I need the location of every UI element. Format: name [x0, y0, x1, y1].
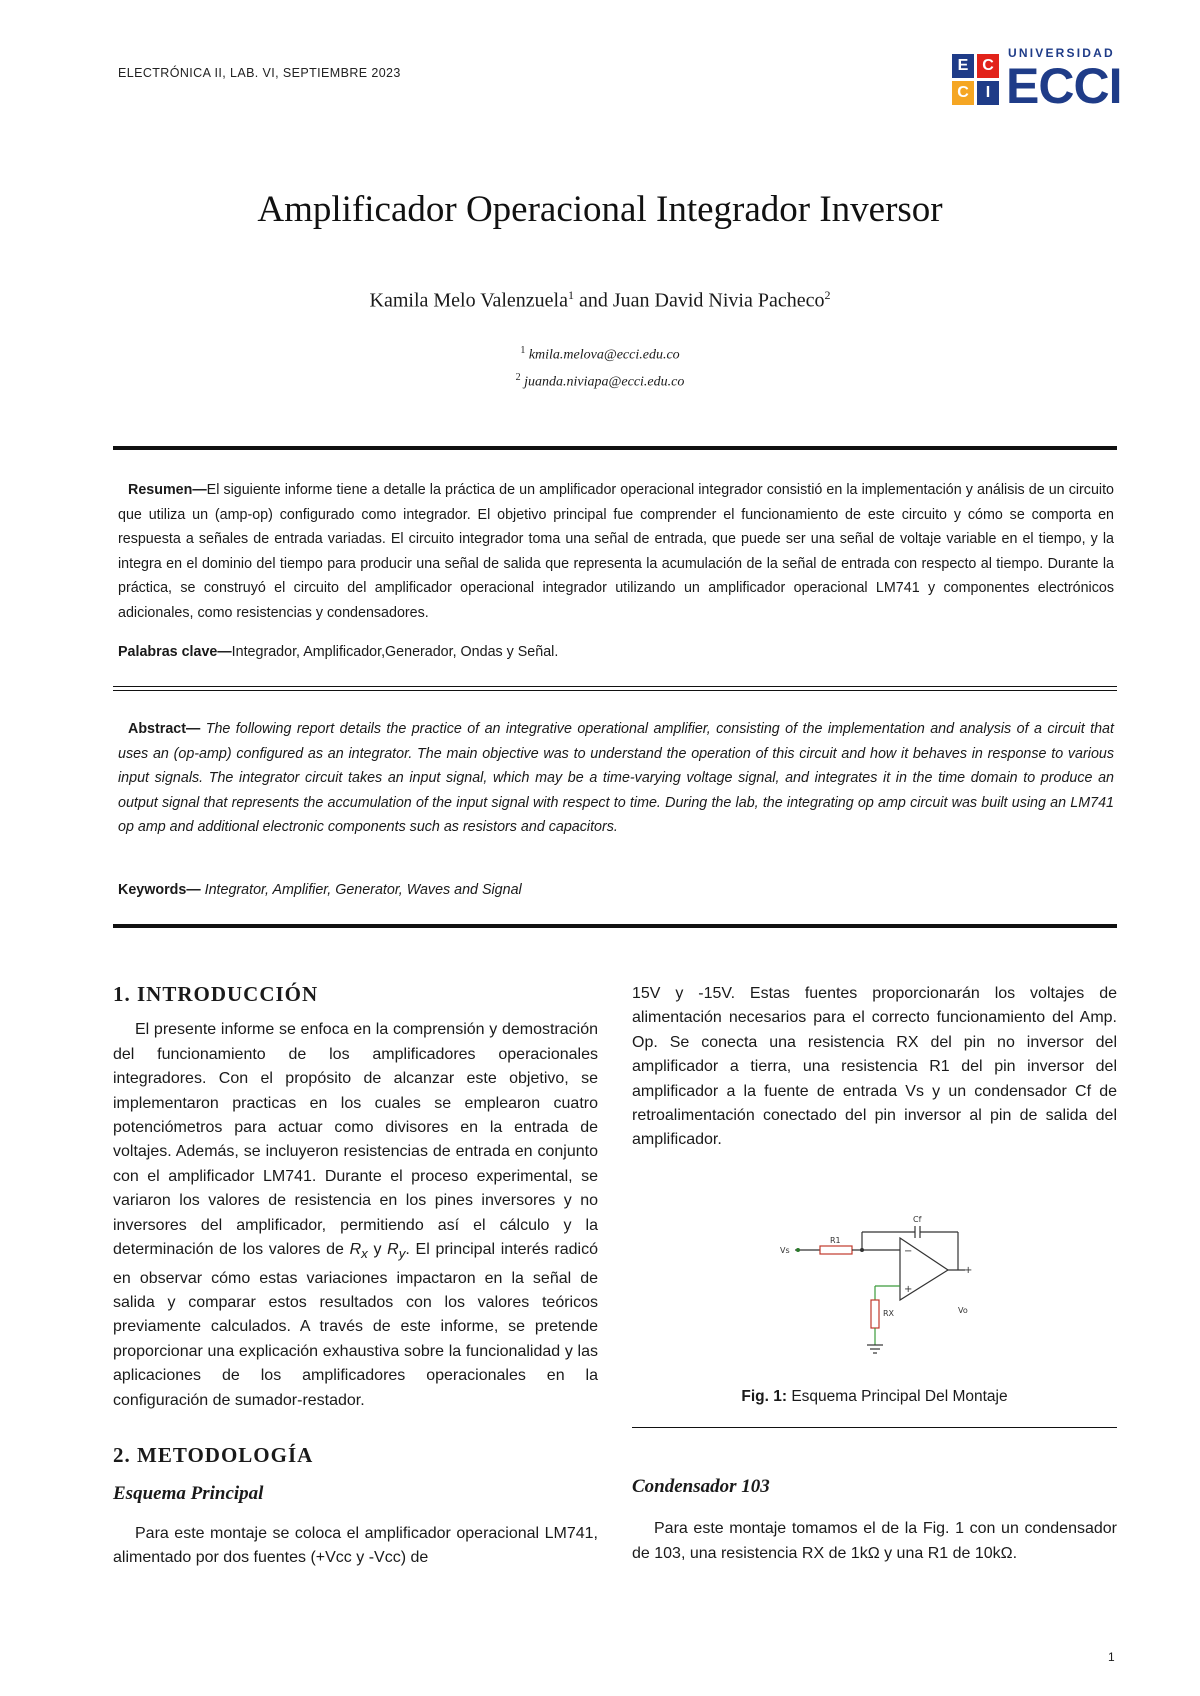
email-2: juanda.niviapa@ecci.edu.co [524, 374, 685, 390]
label-minus: − [904, 1246, 913, 1257]
mid-rule [113, 686, 1117, 687]
authors-separator: and [573, 289, 613, 312]
logo-cell-i: I [977, 81, 999, 105]
metodologia-paragraph: Para este montaje se coloca el amplificador operacional LM741, alimentado por dos fuentes (+Vcc y -Vcc) de [113, 1524, 598, 1567]
label-rx: RX [883, 1309, 895, 1318]
intro-text-a: El presente informe se enfoca en la comprensión y demostración del funcionamiento de los amplificadores operacionales integradores. Con el propósito de alcanzar este objetivo, se implementaron practicas en los cuales se emplearon cuatro potenciómetros para actuar como divisores en la entrada de voltajes. Además, se incluyeron resistencias de entrada en conjunto con el amplificador LM741. Durante el proceso experimental, se variaron los valores de resistencia en los pines inversores y no inversores del amplificador, permitiendo así el cálculo y la determinación de los valores de [113, 1021, 598, 1259]
figure-label: Fig. 1: [741, 1388, 788, 1405]
bottom-rule [113, 924, 1117, 928]
author-2-sup: 2 [824, 288, 831, 302]
running-head: ELECTRÓNICA II, LAB. VI, SEPTIEMBRE 2023 [118, 66, 401, 80]
intro-heading: 1. INTRODUCCIÓN [113, 982, 319, 1006]
condensador-subheading: Condensador 103 [632, 1476, 770, 1497]
metodologia-heading: 2. METODOLOGÍA [113, 1443, 314, 1468]
right-continued-paragraph: 15V y -15V. Estas fuentes proporcionarán los voltajes de alimentación necesarios para el correcto funcionamiento del Amp. Op. Se conecta una resistencia RX del pin no inversor del amplificador a tierra, una resistencia R1 del pin inversor del amplificador a la fuente de entrada Vs y un condensador Cf de retroalimentación conectado del pin inversor al pin de salida del amplificador. [632, 985, 1117, 1149]
keywords-text: Integrator, Amplifier, Generator, Waves and Signal [204, 882, 522, 898]
keywords [118, 878, 1114, 903]
intro-text-b: . El principal interés radicó en observar cómo estas variaciones impactaron en la señal de salida y comparar estos resultados con los valores teóricos previamente calculados. A través de este informe, se pretende proporcionar una explicación exhaustiva sobre la funcionalidad y las aplicaciones de los amplificadores operacionales en la configuración de sumador-restador. [113, 1241, 599, 1409]
paper-title: Amplificador Operacional Integrador Inversor [257, 189, 943, 230]
logo-wordmark: ECCI [1006, 58, 1122, 114]
right-column-lower [632, 1475, 1117, 1566]
figure-caption [632, 1388, 1117, 1406]
label-r1: R1 [830, 1236, 841, 1245]
label-plus: + [904, 1284, 913, 1295]
palabras-clave [118, 640, 1114, 665]
abstract-text: The following report details the practice of an integrative operational amplifier, consisting of the implementation and analysis of a circuit that uses an (op-amp) configured as an integrator. The main objective was to understand the operation of this circuit and how it behaves in response to various input signals. The integrator circuit takes an input signal, which may be a time-varying voltage signal, and integrates it in the time domain to produce an output signal that represents the accumulation of the input signal with respect to time. During the lab, the integrating op amp circuit was built using an LM741 op amp and additional electronic components such as resistors and capacitors. [118, 721, 1114, 835]
node-inv [860, 1248, 864, 1252]
label-out-plus: + [964, 1265, 973, 1276]
email-1: kmila.melova@ecci.edu.co [528, 347, 680, 363]
figure-caption-text: Esquema Principal Del Montaje [791, 1388, 1008, 1405]
logo-cell-c1: C [977, 54, 999, 78]
node-vs [796, 1248, 800, 1252]
resumen-block [118, 478, 1114, 625]
email-2-sup: 2 [515, 371, 521, 383]
palabras-clave-text: Integrador, Amplificador,Generador, Ondas y Señal. [231, 644, 559, 660]
abstract-label: Abstract— [128, 721, 201, 737]
keywords-label: Keywords— [118, 882, 201, 898]
ry-subscript: y [398, 1246, 406, 1262]
resumen-text: El siguiente informe tiene a detalle la práctica de un amplificador operacional integrador consistió en la implementación y análisis de un circuito que utiliza un (amp-op) configurado como integrador. El objetivo principal fue comprender el funcionamiento de este circuito y cómo se comporta en respuesta a señales de entrada variadas. El circuito integrador toma una señal de entrada, que puede ser una señal de voltaje variable en el tiempo, y la integra en el dominio del tiempo para producir una señal de salida que representa la acumulación de la señal de entrada con respecto al tiempo. Durante la práctica, se construyó el circuito del amplificador operacional integrador utilizando un amplificador operacional LM741 y componentes electrónicos adicionales, como resistencias y condensadores. [118, 482, 1114, 621]
abstract-block [118, 717, 1114, 840]
figure-rule [632, 1427, 1117, 1428]
top-rule [113, 446, 1117, 450]
authors-line [0, 288, 1200, 313]
intro-paragraph [113, 1018, 598, 1413]
right-column [632, 982, 1117, 1153]
resumen-label: Resumen— [128, 482, 207, 498]
author-emails [0, 340, 1200, 393]
university-logo [952, 44, 1124, 114]
esquema-subheading: Esquema Principal [113, 1482, 264, 1504]
ry-symbol: R [387, 1241, 399, 1259]
logo-grid [952, 54, 1002, 108]
author-1-sup: 1 [567, 288, 574, 302]
circuit-diagram [780, 1200, 980, 1370]
rx-symbol: R [349, 1241, 362, 1259]
page-number: 1 [1108, 1650, 1115, 1664]
resistor-rx [871, 1300, 879, 1328]
logo-top-text: UNIVERSIDAD [1008, 46, 1115, 60]
resistor-r1 [820, 1246, 852, 1254]
label-vo: Vo [958, 1306, 968, 1315]
label-vs: Vs [780, 1246, 790, 1255]
author-1: Kamila Melo Valenzuela [369, 289, 568, 312]
author-2: Juan David Nivia Pacheco [612, 289, 825, 312]
logo-cell-c2: C [952, 81, 974, 105]
condensador-paragraph: Para este montaje tomamos el de la Fig. 1 con un condensador de 103, una resistencia RX de 1kΩ y una R1 de 10kΩ. [632, 1520, 1117, 1562]
rx-subscript: x [361, 1246, 368, 1262]
intro-and: y [367, 1241, 388, 1259]
logo-cell-e: E [952, 54, 974, 78]
email-1-sup: 1 [520, 345, 526, 356]
left-column [113, 982, 598, 1571]
palabras-clave-label: Palabras clave— [118, 644, 232, 660]
label-cf: Cf [913, 1215, 922, 1224]
